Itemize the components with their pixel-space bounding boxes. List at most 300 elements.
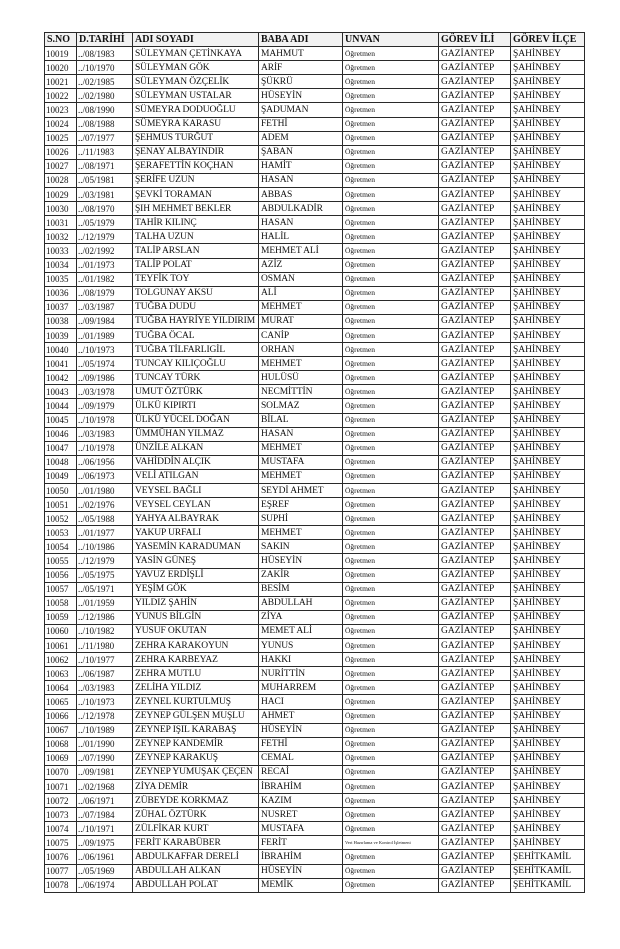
cell-title: Öğretmen bbox=[343, 653, 439, 667]
cell-duty-province: GAZİANTEP bbox=[439, 188, 511, 202]
cell-title: Öğretmen bbox=[343, 554, 439, 568]
cell-title: Öğretmen bbox=[343, 667, 439, 681]
cell-full-name: YAVUZ ERDİŞLİ bbox=[133, 568, 259, 582]
table-row bbox=[45, 737, 585, 751]
cell-duty-district: ŞAHİNBEY bbox=[511, 526, 585, 540]
table-header bbox=[45, 33, 585, 47]
cell-title: Öğretmen bbox=[343, 314, 439, 328]
cell-sno: 10023 bbox=[45, 103, 77, 117]
cell-duty-province: GAZİANTEP bbox=[439, 765, 511, 779]
table-row bbox=[45, 653, 585, 667]
cell-full-name: TUĞBA TİLFARLIGİL bbox=[133, 343, 259, 357]
table-row bbox=[45, 385, 585, 399]
cell-father-name: ZAKİR bbox=[259, 568, 343, 582]
cell-duty-province: GAZİANTEP bbox=[439, 131, 511, 145]
cell-birth-date: ../08/1983 bbox=[77, 47, 133, 61]
cell-full-name: ÜLKÜ YÜCEL DOĞAN bbox=[133, 413, 259, 427]
cell-full-name: FERİT KARABÜBER bbox=[133, 836, 259, 850]
cell-sno: 10041 bbox=[45, 357, 77, 371]
cell-duty-province: GAZİANTEP bbox=[439, 47, 511, 61]
cell-sno: 10043 bbox=[45, 385, 77, 399]
cell-duty-province: GAZİANTEP bbox=[439, 314, 511, 328]
table-row bbox=[45, 765, 585, 779]
cell-birth-date: ../10/1970 bbox=[77, 61, 133, 75]
table-row bbox=[45, 441, 585, 455]
cell-title: Öğretmen bbox=[343, 244, 439, 258]
table-row bbox=[45, 667, 585, 681]
cell-birth-date: ../10/1978 bbox=[77, 413, 133, 427]
personnel-list-sheet bbox=[44, 32, 584, 893]
cell-sno: 10061 bbox=[45, 639, 77, 653]
cell-birth-date: ../10/1973 bbox=[77, 343, 133, 357]
cell-birth-date: ../02/1985 bbox=[77, 75, 133, 89]
cell-birth-date: ../10/1973 bbox=[77, 695, 133, 709]
cell-full-name: VEYSEL CEYLAN bbox=[133, 498, 259, 512]
cell-father-name: MEHMET bbox=[259, 469, 343, 483]
cell-full-name: ZEYNEP KANDEMİR bbox=[133, 737, 259, 751]
cell-full-name: VEYSEL BAĞLI bbox=[133, 484, 259, 498]
cell-duty-district: ŞAHİNBEY bbox=[511, 455, 585, 469]
cell-sno: 10022 bbox=[45, 89, 77, 103]
cell-full-name: ZEHRA KARAKOYUN bbox=[133, 639, 259, 653]
cell-sno: 10028 bbox=[45, 173, 77, 187]
cell-duty-province: GAZİANTEP bbox=[439, 216, 511, 230]
table-row bbox=[45, 314, 585, 328]
cell-sno: 10026 bbox=[45, 145, 77, 159]
cell-sno: 10027 bbox=[45, 159, 77, 173]
cell-father-name: EŞREF bbox=[259, 498, 343, 512]
cell-duty-district: ŞAHİNBEY bbox=[511, 117, 585, 131]
cell-title: Öğretmen bbox=[343, 822, 439, 836]
cell-title: Öğretmen bbox=[343, 723, 439, 737]
table-row bbox=[45, 89, 585, 103]
cell-birth-date: ../02/1992 bbox=[77, 244, 133, 258]
cell-birth-date: ../03/1983 bbox=[77, 427, 133, 441]
table-row bbox=[45, 230, 585, 244]
cell-father-name: AZİZ bbox=[259, 258, 343, 272]
cell-full-name: ŞEVKİ TORAMAN bbox=[133, 188, 259, 202]
cell-full-name: ZEYNEP GÜLŞEN MUŞLU bbox=[133, 709, 259, 723]
cell-full-name: ZÜLFİKAR KURT bbox=[133, 822, 259, 836]
table-row bbox=[45, 357, 585, 371]
cell-full-name: ABDULLAH POLAT bbox=[133, 878, 259, 892]
cell-birth-date: ../05/1969 bbox=[77, 864, 133, 878]
cell-duty-province: GAZİANTEP bbox=[439, 286, 511, 300]
cell-duty-province: GAZİANTEP bbox=[439, 610, 511, 624]
cell-duty-province: GAZİANTEP bbox=[439, 794, 511, 808]
table-row bbox=[45, 188, 585, 202]
cell-duty-province: GAZİANTEP bbox=[439, 145, 511, 159]
cell-sno: 10075 bbox=[45, 836, 77, 850]
cell-sno: 10050 bbox=[45, 484, 77, 498]
cell-sno: 10035 bbox=[45, 272, 77, 286]
cell-title: Öğretmen bbox=[343, 328, 439, 342]
cell-duty-district: ŞAHİNBEY bbox=[511, 371, 585, 385]
cell-sno: 10046 bbox=[45, 427, 77, 441]
cell-duty-province: GAZİANTEP bbox=[439, 779, 511, 793]
cell-sno: 10077 bbox=[45, 864, 77, 878]
table-row bbox=[45, 328, 585, 342]
header-sno: S.NO bbox=[45, 33, 77, 47]
cell-duty-district: ŞEHİTKAMİL bbox=[511, 850, 585, 864]
cell-full-name: SÜLEYMAN GÖK bbox=[133, 61, 259, 75]
cell-father-name: MEHMET bbox=[259, 441, 343, 455]
cell-duty-district: ŞAHİNBEY bbox=[511, 554, 585, 568]
table-row bbox=[45, 413, 585, 427]
cell-birth-date: ../11/1983 bbox=[77, 145, 133, 159]
cell-full-name: TUĞBA DUDU bbox=[133, 300, 259, 314]
cell-full-name: TUĞBA HAYRİYE YILDIRIM bbox=[133, 314, 259, 328]
cell-sno: 10072 bbox=[45, 794, 77, 808]
cell-title: Öğretmen bbox=[343, 469, 439, 483]
cell-duty-district: ŞEHİTKAMİL bbox=[511, 864, 585, 878]
cell-sno: 10030 bbox=[45, 202, 77, 216]
cell-duty-district: ŞAHİNBEY bbox=[511, 709, 585, 723]
cell-birth-date: ../03/1978 bbox=[77, 385, 133, 399]
cell-title: Öğretmen bbox=[343, 737, 439, 751]
cell-father-name: MUSTAFA bbox=[259, 455, 343, 469]
cell-title: Öğretmen bbox=[343, 455, 439, 469]
table-row bbox=[45, 723, 585, 737]
cell-sno: 10049 bbox=[45, 469, 77, 483]
cell-full-name: ŞEHMUS TURĞUT bbox=[133, 131, 259, 145]
cell-sno: 10056 bbox=[45, 568, 77, 582]
cell-duty-district: ŞAHİNBEY bbox=[511, 258, 585, 272]
table-row bbox=[45, 709, 585, 723]
cell-sno: 10021 bbox=[45, 75, 77, 89]
cell-duty-province: GAZİANTEP bbox=[439, 455, 511, 469]
cell-duty-district: ŞAHİNBEY bbox=[511, 484, 585, 498]
cell-sno: 10058 bbox=[45, 596, 77, 610]
cell-sno: 10040 bbox=[45, 343, 77, 357]
cell-sno: 10074 bbox=[45, 822, 77, 836]
cell-title: Öğretmen bbox=[343, 173, 439, 187]
cell-duty-district: ŞAHİNBEY bbox=[511, 244, 585, 258]
cell-sno: 10038 bbox=[45, 314, 77, 328]
cell-title: Öğretmen bbox=[343, 103, 439, 117]
cell-father-name: MAHMUT bbox=[259, 47, 343, 61]
cell-birth-date: ../01/1982 bbox=[77, 272, 133, 286]
cell-duty-province: GAZİANTEP bbox=[439, 343, 511, 357]
table-row bbox=[45, 695, 585, 709]
table-row bbox=[45, 596, 585, 610]
cell-birth-date: ../02/1976 bbox=[77, 498, 133, 512]
cell-sno: 10025 bbox=[45, 131, 77, 145]
cell-sno: 10024 bbox=[45, 117, 77, 131]
cell-title: Öğretmen bbox=[343, 751, 439, 765]
cell-title: Öğretmen bbox=[343, 512, 439, 526]
cell-full-name: ŞERİFE UZUN bbox=[133, 173, 259, 187]
cell-full-name: ZELİHA YILDIZ bbox=[133, 681, 259, 695]
cell-birth-date: ../09/1979 bbox=[77, 399, 133, 413]
cell-title: Öğretmen bbox=[343, 610, 439, 624]
cell-duty-district: ŞAHİNBEY bbox=[511, 568, 585, 582]
cell-father-name: HÜSEYİN bbox=[259, 723, 343, 737]
cell-title: Öğretmen bbox=[343, 272, 439, 286]
personnel-table bbox=[44, 32, 585, 893]
cell-father-name: NECMİTTİN bbox=[259, 385, 343, 399]
cell-father-name: MEHMET ALİ bbox=[259, 244, 343, 258]
table-row bbox=[45, 399, 585, 413]
cell-full-name: ŞIH MEHMET BEKLER bbox=[133, 202, 259, 216]
cell-father-name: AHMET bbox=[259, 709, 343, 723]
cell-father-name: ŞÜKRÜ bbox=[259, 75, 343, 89]
cell-sno: 10019 bbox=[45, 47, 77, 61]
cell-sno: 10063 bbox=[45, 667, 77, 681]
cell-duty-province: GAZİANTEP bbox=[439, 300, 511, 314]
cell-birth-date: ../06/1961 bbox=[77, 850, 133, 864]
table-row bbox=[45, 526, 585, 540]
table-row bbox=[45, 244, 585, 258]
cell-full-name: YILDIZ ŞAHİN bbox=[133, 596, 259, 610]
cell-duty-province: GAZİANTEP bbox=[439, 202, 511, 216]
cell-father-name: FETHİ bbox=[259, 117, 343, 131]
cell-duty-district: ŞAHİNBEY bbox=[511, 399, 585, 413]
table-row bbox=[45, 103, 585, 117]
cell-birth-date: ../03/1987 bbox=[77, 300, 133, 314]
table-row bbox=[45, 469, 585, 483]
cell-duty-district: ŞAHİNBEY bbox=[511, 173, 585, 187]
cell-title: Öğretmen bbox=[343, 357, 439, 371]
cell-father-name: MEHMET bbox=[259, 357, 343, 371]
cell-title: Öğretmen bbox=[343, 61, 439, 75]
table-row bbox=[45, 822, 585, 836]
table-row bbox=[45, 173, 585, 187]
cell-father-name: ŞABAN bbox=[259, 145, 343, 159]
table-row bbox=[45, 75, 585, 89]
cell-duty-district: ŞAHİNBEY bbox=[511, 427, 585, 441]
cell-duty-district: ŞAHİNBEY bbox=[511, 145, 585, 159]
cell-birth-date: ../08/1988 bbox=[77, 117, 133, 131]
cell-sno: 10031 bbox=[45, 216, 77, 230]
cell-duty-district: ŞAHİNBEY bbox=[511, 286, 585, 300]
cell-duty-district: ŞAHİNBEY bbox=[511, 89, 585, 103]
cell-full-name: ABDULLAH ALKAN bbox=[133, 864, 259, 878]
cell-birth-date: ../12/1986 bbox=[77, 610, 133, 624]
table-row bbox=[45, 455, 585, 469]
cell-duty-district: ŞAHİNBEY bbox=[511, 540, 585, 554]
cell-title: Öğretmen bbox=[343, 639, 439, 653]
cell-birth-date: ../05/1975 bbox=[77, 568, 133, 582]
cell-sno: 10055 bbox=[45, 554, 77, 568]
cell-father-name: ABDULKADİR bbox=[259, 202, 343, 216]
cell-title: Öğretmen bbox=[343, 343, 439, 357]
table-row bbox=[45, 610, 585, 624]
cell-duty-province: GAZİANTEP bbox=[439, 89, 511, 103]
cell-birth-date: ../12/1978 bbox=[77, 709, 133, 723]
cell-sno: 10073 bbox=[45, 808, 77, 822]
cell-full-name: ABDULKAFFAR DERELİ bbox=[133, 850, 259, 864]
cell-father-name: ABDULLAH bbox=[259, 596, 343, 610]
cell-father-name: ABBAS bbox=[259, 188, 343, 202]
cell-sno: 10037 bbox=[45, 300, 77, 314]
table-row bbox=[45, 202, 585, 216]
cell-father-name: FETHİ bbox=[259, 737, 343, 751]
table-row bbox=[45, 343, 585, 357]
cell-father-name: ADEM bbox=[259, 131, 343, 145]
cell-title: Öğretmen bbox=[343, 794, 439, 808]
cell-father-name: KAZIM bbox=[259, 794, 343, 808]
cell-title: Öğretmen bbox=[343, 808, 439, 822]
cell-duty-province: GAZİANTEP bbox=[439, 357, 511, 371]
cell-duty-district: ŞAHİNBEY bbox=[511, 357, 585, 371]
cell-full-name: TUĞBA ÖCAL bbox=[133, 328, 259, 342]
cell-full-name: TALHA UZUN bbox=[133, 230, 259, 244]
cell-duty-province: GAZİANTEP bbox=[439, 385, 511, 399]
header-row bbox=[45, 33, 585, 47]
cell-birth-date: ../10/1986 bbox=[77, 540, 133, 554]
cell-duty-province: GAZİANTEP bbox=[439, 878, 511, 892]
cell-duty-district: ŞAHİNBEY bbox=[511, 469, 585, 483]
cell-title: Öğretmen bbox=[343, 441, 439, 455]
table-row bbox=[45, 47, 585, 61]
cell-duty-district: ŞAHİNBEY bbox=[511, 441, 585, 455]
cell-birth-date: ../07/1977 bbox=[77, 131, 133, 145]
cell-duty-district: ŞAHİNBEY bbox=[511, 695, 585, 709]
cell-birth-date: ../01/1989 bbox=[77, 328, 133, 342]
cell-sno: 10044 bbox=[45, 399, 77, 413]
cell-full-name: ŞENAY ALBAYINDIR bbox=[133, 145, 259, 159]
cell-title: Öğretmen bbox=[343, 159, 439, 173]
cell-duty-district: ŞAHİNBEY bbox=[511, 202, 585, 216]
cell-duty-province: GAZİANTEP bbox=[439, 653, 511, 667]
cell-duty-province: GAZİANTEP bbox=[439, 751, 511, 765]
table-row bbox=[45, 836, 585, 850]
table-row bbox=[45, 639, 585, 653]
cell-duty-district: ŞAHİNBEY bbox=[511, 498, 585, 512]
cell-title: Öğretmen bbox=[343, 413, 439, 427]
cell-duty-district: ŞAHİNBEY bbox=[511, 794, 585, 808]
cell-birth-date: ../10/1977 bbox=[77, 653, 133, 667]
cell-duty-province: GAZİANTEP bbox=[439, 441, 511, 455]
cell-duty-district: ŞAHİNBEY bbox=[511, 188, 585, 202]
cell-father-name: ARİF bbox=[259, 61, 343, 75]
cell-duty-province: GAZİANTEP bbox=[439, 61, 511, 75]
cell-full-name: YAKUP URFALI bbox=[133, 526, 259, 540]
cell-birth-date: ../09/1975 bbox=[77, 836, 133, 850]
cell-title: Öğretmen bbox=[343, 399, 439, 413]
cell-father-name: HASAN bbox=[259, 173, 343, 187]
cell-duty-district: ŞAHİNBEY bbox=[511, 300, 585, 314]
cell-duty-province: GAZİANTEP bbox=[439, 737, 511, 751]
cell-full-name: ZİYA DEMİR bbox=[133, 779, 259, 793]
cell-sno: 10057 bbox=[45, 582, 77, 596]
cell-duty-district: ŞAHİNBEY bbox=[511, 75, 585, 89]
cell-title: Öğretmen bbox=[343, 286, 439, 300]
cell-duty-district: ŞAHİNBEY bbox=[511, 314, 585, 328]
cell-birth-date: ../03/1981 bbox=[77, 188, 133, 202]
table-row bbox=[45, 540, 585, 554]
cell-duty-district: ŞAHİNBEY bbox=[511, 681, 585, 695]
cell-full-name: TUNCAY KILIÇOĞLU bbox=[133, 357, 259, 371]
cell-full-name: VELİ ATILGAN bbox=[133, 469, 259, 483]
cell-title: Öğretmen bbox=[343, 117, 439, 131]
cell-duty-province: GAZİANTEP bbox=[439, 469, 511, 483]
cell-full-name: TAHİR KILINÇ bbox=[133, 216, 259, 230]
table-row bbox=[45, 850, 585, 864]
cell-birth-date: ../08/1990 bbox=[77, 103, 133, 117]
cell-sno: 10032 bbox=[45, 230, 77, 244]
cell-birth-date: ../09/1986 bbox=[77, 371, 133, 385]
cell-full-name: SÜLEYMAN ÇETİNKAYA bbox=[133, 47, 259, 61]
cell-full-name: ZEYNEP IŞIL KARABAŞ bbox=[133, 723, 259, 737]
cell-sno: 10076 bbox=[45, 850, 77, 864]
table-row bbox=[45, 300, 585, 314]
cell-title: Öğretmen bbox=[343, 582, 439, 596]
cell-birth-date: ../08/1979 bbox=[77, 286, 133, 300]
cell-sno: 10034 bbox=[45, 258, 77, 272]
cell-duty-province: GAZİANTEP bbox=[439, 427, 511, 441]
cell-duty-district: ŞAHİNBEY bbox=[511, 272, 585, 286]
cell-duty-province: GAZİANTEP bbox=[439, 723, 511, 737]
cell-sno: 10048 bbox=[45, 455, 77, 469]
table-row bbox=[45, 159, 585, 173]
table-row bbox=[45, 484, 585, 498]
cell-birth-date: ../02/1968 bbox=[77, 779, 133, 793]
cell-duty-province: GAZİANTEP bbox=[439, 498, 511, 512]
cell-sno: 10071 bbox=[45, 779, 77, 793]
cell-birth-date: ../08/1971 bbox=[77, 159, 133, 173]
cell-duty-province: GAZİANTEP bbox=[439, 836, 511, 850]
table-row bbox=[45, 258, 585, 272]
cell-duty-province: GAZİANTEP bbox=[439, 554, 511, 568]
cell-birth-date: ../10/1978 bbox=[77, 441, 133, 455]
cell-full-name: ÜLKÜ KIPIRTI bbox=[133, 399, 259, 413]
cell-sno: 10033 bbox=[45, 244, 77, 258]
cell-sno: 10051 bbox=[45, 498, 77, 512]
cell-birth-date: ../05/1971 bbox=[77, 582, 133, 596]
cell-full-name: YASİN GÜNEŞ bbox=[133, 554, 259, 568]
cell-full-name: TALİP POLAT bbox=[133, 258, 259, 272]
cell-duty-district: ŞAHİNBEY bbox=[511, 779, 585, 793]
table-row bbox=[45, 286, 585, 300]
cell-birth-date: ../12/1979 bbox=[77, 230, 133, 244]
cell-father-name: İBRAHİM bbox=[259, 850, 343, 864]
table-row bbox=[45, 498, 585, 512]
cell-full-name: ÜMMÜHAN YILMAZ bbox=[133, 427, 259, 441]
cell-birth-date: ../01/1990 bbox=[77, 737, 133, 751]
cell-birth-date: ../01/1973 bbox=[77, 258, 133, 272]
cell-title: Öğretmen bbox=[343, 864, 439, 878]
cell-title: Öğretmen bbox=[343, 878, 439, 892]
cell-duty-province: GAZİANTEP bbox=[439, 709, 511, 723]
cell-birth-date: ../06/1956 bbox=[77, 455, 133, 469]
cell-father-name: MURAT bbox=[259, 314, 343, 328]
cell-father-name: HAKKI bbox=[259, 653, 343, 667]
cell-duty-province: GAZİANTEP bbox=[439, 850, 511, 864]
cell-duty-district: ŞEHİTKAMİL bbox=[511, 878, 585, 892]
cell-duty-province: GAZİANTEP bbox=[439, 526, 511, 540]
cell-duty-district: ŞAHİNBEY bbox=[511, 61, 585, 75]
table-row bbox=[45, 216, 585, 230]
cell-duty-province: GAZİANTEP bbox=[439, 681, 511, 695]
cell-duty-district: ŞAHİNBEY bbox=[511, 230, 585, 244]
cell-full-name: ÜNZİLE ALKAN bbox=[133, 441, 259, 455]
cell-father-name: SAKIN bbox=[259, 540, 343, 554]
cell-birth-date: ../11/1980 bbox=[77, 639, 133, 653]
cell-sno: 10020 bbox=[45, 61, 77, 75]
cell-father-name: ALİ bbox=[259, 286, 343, 300]
cell-duty-province: GAZİANTEP bbox=[439, 596, 511, 610]
cell-birth-date: ../05/1974 bbox=[77, 357, 133, 371]
cell-duty-province: GAZİANTEP bbox=[439, 624, 511, 638]
cell-duty-district: ŞAHİNBEY bbox=[511, 808, 585, 822]
cell-birth-date: ../06/1987 bbox=[77, 667, 133, 681]
cell-father-name: BESİM bbox=[259, 582, 343, 596]
cell-duty-province: GAZİANTEP bbox=[439, 230, 511, 244]
cell-duty-province: GAZİANTEP bbox=[439, 371, 511, 385]
table-row bbox=[45, 131, 585, 145]
